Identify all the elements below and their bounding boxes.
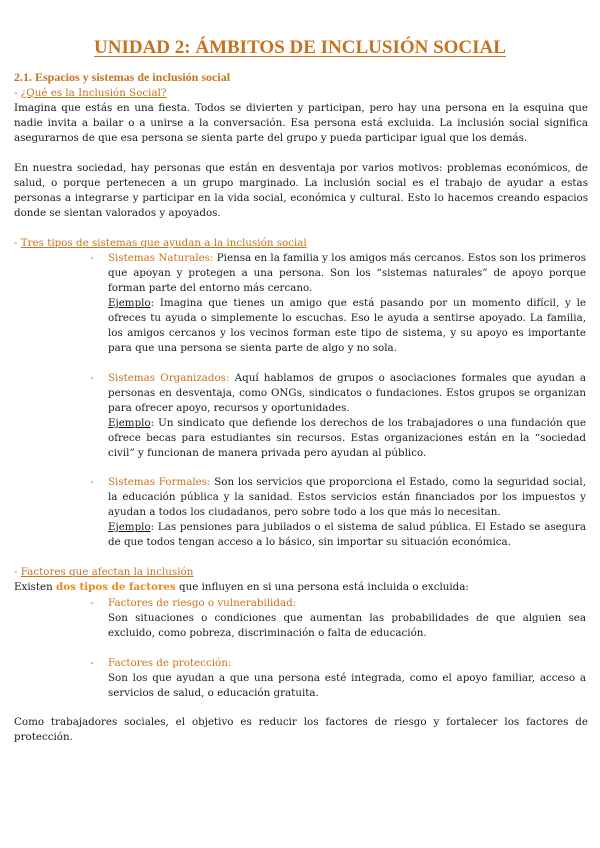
intro-bold: dos tipos de factores	[56, 581, 176, 593]
example-text: : Un sindicato que defiende los derechos de los trabajadores o una fundación que ofrece becas para estudiantes sin recursos. Estas organizaciones están en la “sociedad civil” y funcionan de manera privada pero ayudan al público.	[108, 417, 586, 459]
item-example	[108, 416, 586, 461]
item-text: Piensa en la familia y los amigos más cercanos. Estos son los primeros que apoyan y protegen a una persona. Son los “sistemas naturales” de apoyo porque forman parte del entorno más cercano.	[108, 252, 586, 294]
list-item-sistemas-formales	[90, 475, 586, 550]
bullet-dash: -	[90, 372, 94, 384]
closing-paragraph: Como trabajadores sociales, el objetivo es reducir los factores de riesgo y fortalecer los factores de protección.	[14, 716, 588, 743]
example-label: Ejemplo	[108, 297, 151, 309]
item-example	[108, 296, 586, 356]
subheading-dash: -	[14, 87, 18, 99]
factor-name: Factores de riesgo o vulnerabilidad:	[108, 597, 297, 609]
example-label: Ejemplo	[108, 417, 151, 429]
paragraph-intro-2: En nuestra sociedad, hay personas que están en desventaja por varios motivos: problemas económicos, de salud, o porque pertenecen a un grupo marginado. La inclusión social es el trabajo de ayudar a estas personas a integrarse y participar en la vida social, económica y cultural. Esto lo hacemos creando espacios donde se sientan valorados y apoyados.	[14, 162, 588, 219]
item-name: Sistemas Naturales:	[108, 252, 214, 264]
subheading-label: Tres tipos de sistemas que ayudan a la inclusión social	[20, 237, 307, 249]
list-item-factores-riesgo	[90, 596, 586, 641]
factor-text: Son los que ayudan a que una persona esté integrada, como el apoyo familiar, acceso a servicios de salud, o educación gratuita.	[108, 672, 586, 699]
item-name: Sistemas Organizados:	[108, 372, 230, 384]
section-heading: 2.1. Espacios y sistemas de inclusión social	[14, 70, 231, 84]
item-text: Son los servicios que proporciona el Estado, como la seguridad social, la educación pública y la sanidad. Estos servicios están financiados por los impuestos y ayudan a todos los ciudadanos, pero sobre todo a los que más lo necesitan.	[108, 476, 586, 518]
item-description	[108, 475, 586, 520]
item-description	[108, 251, 586, 296]
bullet-dash: -	[90, 252, 94, 264]
example-label: Ejemplo	[108, 521, 151, 533]
page-title: UNIDAD 2: ÁMBITOS DE INCLUSIÓN SOCIAL	[94, 37, 506, 58]
subheading-tres-tipos	[14, 236, 588, 251]
list-item-factores-proteccion	[90, 656, 586, 701]
item-example	[108, 520, 586, 550]
subheading-factores	[14, 565, 588, 580]
intro-before: Existen	[14, 581, 57, 593]
factores-intro	[14, 580, 588, 595]
bullet-dash: -	[90, 597, 94, 609]
subheading-label: Factores que afectan la inclusión	[20, 566, 194, 578]
factor-text: Son situaciones o condiciones que aumentan las probabilidades de que alguien sea excluido, como pobreza, discriminación o falta de educación.	[108, 612, 586, 639]
list-item-sistemas-organizados	[90, 371, 586, 461]
item-name: Sistemas Formales:	[108, 476, 211, 488]
example-text: : Las pensiones para jubilados o el sistema de salud pública. El Estado se asegura de que todos tengan acceso a lo básico, sin importar su situación económica.	[108, 521, 586, 548]
subheading-dash: -	[14, 566, 18, 578]
paragraph-intro-1: Imagina que estás en una fiesta. Todos se divierten y participan, pero hay una persona en la esquina que nadie invita a bailar o a unirse a la conversación. Esa persona está excluida. La inclusión social significa asegurarnos de que esa persona se sienta parte del grupo y pueda participar igual que los demás.	[14, 102, 588, 144]
subheading-que-es	[14, 86, 588, 101]
factor-name: Factores de protección:	[108, 657, 232, 669]
example-text: : Imagina que tienes un amigo que está pasando por un momento difícil, y le ofreces tu ayuda o simplemente lo escuchas. Eso le ayuda a sentirse apoyado. La familia, los amigos cercanos y los vecinos forman este tipo de sistema, y su apoyo es importante para que una persona se sienta parte de algo y no sola.	[108, 297, 586, 354]
bullet-dash: -	[90, 476, 94, 488]
intro-after: que influyen en si una persona está incluida o excluida:	[175, 581, 469, 593]
subheading-label: ¿Qué es la Inclusión Social?	[20, 87, 167, 99]
item-description	[108, 371, 586, 416]
item-text: Aquí hablamos de grupos o asociaciones formales que ayudan a personas en desventaja, como ONGs, sindicatos o fundaciones. Estos grupos se organizan para ofrecer apoyo, recursos y oportunidades.	[108, 372, 586, 414]
subheading-dash: -	[14, 237, 18, 249]
bullet-dash: -	[90, 657, 94, 669]
list-item-sistemas-naturales	[90, 251, 586, 356]
